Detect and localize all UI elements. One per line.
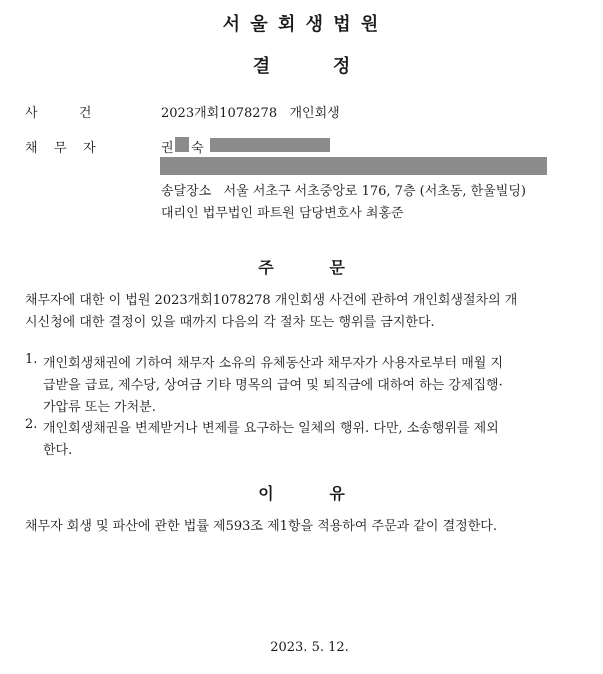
- order-item-2-line-2: 한다.: [43, 443, 73, 458]
- legal-agent: 대리인 법무법인 파트원 담당변호사 최홍준: [161, 206, 404, 221]
- debtor-name-start: 권: [161, 141, 174, 156]
- case-number: 2023개회1078278 개인회생: [161, 106, 340, 121]
- order-item-1-line-3: 가압류 또는 가처분.: [43, 400, 156, 415]
- order-item-1-line-1: 개인회생채권에 기하여 채무자 소유의 유체동산과 채무자가 사용자로부터 매월 지: [43, 356, 504, 371]
- order-item-2-line-1: 개인회생채권을 변제받거나 변제를 요구하는 일체의 행위. 다만, 소송행위를 제외: [43, 421, 499, 436]
- decision-date: 2023. 5. 12.: [270, 640, 349, 655]
- redaction-address: [160, 157, 547, 175]
- redaction-id-number: [210, 138, 330, 152]
- service-place: 송달장소 서울 서초구 서초중앙로 176, 7층 (서초동, 한울빌딩): [161, 184, 526, 199]
- order-heading: 주 문: [258, 258, 345, 277]
- redaction-name: [175, 137, 189, 152]
- order-intro-line-2: 시신청에 대한 결정이 있을 때까지 다음의 각 절차 또는 행위를 금지한다.: [25, 315, 435, 330]
- court-name: 서 울 회 생 법 원: [222, 14, 381, 35]
- order-item-1-number: 1.: [25, 352, 38, 367]
- debtor-label: 채 무 자: [25, 141, 96, 156]
- debtor-name-end: 숙: [191, 141, 204, 156]
- case-label: 사 건: [25, 106, 92, 121]
- order-item-1-line-2: 급받을 급료, 제수당, 상여금 기타 명목의 급여 및 퇴직금에 대하여 하는 강제집행·: [43, 378, 503, 393]
- order-intro-line-1: 채무자에 대한 이 법원 2023개회1078278 개인회생 사건에 관하여 개인회생절차의 개: [25, 293, 518, 308]
- reason-heading: 이 유: [258, 484, 345, 503]
- document-type: 결 정: [252, 56, 351, 77]
- reason-text: 채무자 회생 및 파산에 관한 법률 제593조 제1항을 적용하여 주문과 같이 결정한다.: [25, 519, 497, 534]
- order-item-2-number: 2.: [25, 417, 38, 432]
